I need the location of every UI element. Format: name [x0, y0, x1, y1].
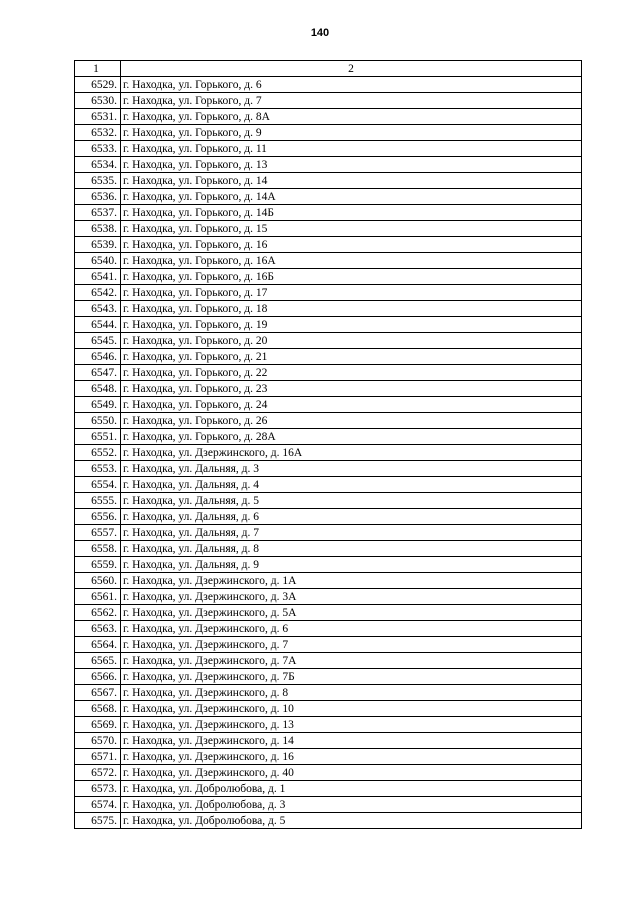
- table-row: [75, 365, 582, 381]
- address-cell: г. Находка, ул. Дзержинского, д. 5А: [121, 605, 582, 621]
- address-cell: г. Находка, ул. Дальняя, д. 7: [121, 525, 582, 541]
- address-cell: г. Находка, ул. Горького, д. 15: [121, 221, 582, 237]
- row-number-cell: 6570.: [75, 733, 121, 749]
- address-cell: г. Находка, ул. Дальняя, д. 8: [121, 541, 582, 557]
- row-number-cell: 6552.: [75, 445, 121, 461]
- address-cell: г. Находка, ул. Дальняя, д. 4: [121, 477, 582, 493]
- row-number-cell: 6546.: [75, 349, 121, 365]
- row-number-cell: 6559.: [75, 557, 121, 573]
- table-row: [75, 477, 582, 493]
- table-row: [75, 125, 582, 141]
- table-row: [75, 493, 582, 509]
- address-cell: г. Находка, ул. Добролюбова, д. 5: [121, 813, 582, 829]
- table-row: [75, 717, 582, 733]
- address-cell: г. Находка, ул. Дзержинского, д. 7А: [121, 653, 582, 669]
- table-row: [75, 525, 582, 541]
- address-cell: г. Находка, ул. Добролюбова, д. 3: [121, 797, 582, 813]
- table-row: [75, 669, 582, 685]
- table-row: [75, 445, 582, 461]
- table-row: [75, 701, 582, 717]
- row-number-cell: 6550.: [75, 413, 121, 429]
- row-number-cell: 6534.: [75, 157, 121, 173]
- address-cell: г. Находка, ул. Дзержинского, д. 7: [121, 637, 582, 653]
- row-number-cell: 6535.: [75, 173, 121, 189]
- row-number-cell: 6529.: [75, 77, 121, 93]
- table-row: [75, 301, 582, 317]
- address-cell: г. Находка, ул. Горького, д. 13: [121, 157, 582, 173]
- table-row: [75, 157, 582, 173]
- address-cell: г. Находка, ул. Горького, д. 17: [121, 285, 582, 301]
- address-cell: г. Находка, ул. Горького, д. 16А: [121, 253, 582, 269]
- row-number-cell: 6541.: [75, 269, 121, 285]
- address-cell: г. Находка, ул. Дальняя, д. 6: [121, 509, 582, 525]
- address-cell: г. Находка, ул. Горького, д. 24: [121, 397, 582, 413]
- row-number-cell: 6551.: [75, 429, 121, 445]
- row-number-cell: 6573.: [75, 781, 121, 797]
- row-number-cell: 6565.: [75, 653, 121, 669]
- address-cell: г. Находка, ул. Горького, д. 21: [121, 349, 582, 365]
- address-cell: г. Находка, ул. Дзержинского, д. 16А: [121, 445, 582, 461]
- row-number-cell: 6539.: [75, 237, 121, 253]
- row-number-cell: 6558.: [75, 541, 121, 557]
- row-number-cell: 6554.: [75, 477, 121, 493]
- table-row: [75, 93, 582, 109]
- address-cell: г. Находка, ул. Горького, д. 14: [121, 173, 582, 189]
- table-header-row: [75, 61, 582, 77]
- address-cell: г. Находка, ул. Дзержинского, д. 16: [121, 749, 582, 765]
- address-cell: г. Находка, ул. Горького, д. 16Б: [121, 269, 582, 285]
- row-number-cell: 6568.: [75, 701, 121, 717]
- row-number-cell: 6537.: [75, 205, 121, 221]
- row-number-cell: 6562.: [75, 605, 121, 621]
- address-cell: г. Находка, ул. Дзержинского, д. 3А: [121, 589, 582, 605]
- table-row: [75, 173, 582, 189]
- row-number-cell: 6544.: [75, 317, 121, 333]
- table-row: [75, 381, 582, 397]
- address-cell: г. Находка, ул. Дзержинского, д. 13: [121, 717, 582, 733]
- address-cell: г. Находка, ул. Горького, д. 22: [121, 365, 582, 381]
- row-number-cell: 6560.: [75, 573, 121, 589]
- table-row: [75, 461, 582, 477]
- address-cell: г. Находка, ул. Добролюбова, д. 1: [121, 781, 582, 797]
- page-number: 140: [310, 27, 330, 39]
- address-cell: г. Находка, ул. Горького, д. 20: [121, 333, 582, 349]
- row-number-cell: 6564.: [75, 637, 121, 653]
- row-number-cell: 6547.: [75, 365, 121, 381]
- table-row: [75, 733, 582, 749]
- table-row: [75, 653, 582, 669]
- row-number-cell: 6548.: [75, 381, 121, 397]
- table-row: [75, 541, 582, 557]
- address-cell: г. Находка, ул. Горького, д. 28А: [121, 429, 582, 445]
- address-cell: г. Находка, ул. Горького, д. 8А: [121, 109, 582, 125]
- table-row: [75, 765, 582, 781]
- row-number-cell: 6540.: [75, 253, 121, 269]
- table-row: [75, 621, 582, 637]
- row-number-cell: 6533.: [75, 141, 121, 157]
- address-cell: г. Находка, ул. Дзержинского, д. 40: [121, 765, 582, 781]
- row-number-cell: 6574.: [75, 797, 121, 813]
- address-cell: г. Находка, ул. Горького, д. 9: [121, 125, 582, 141]
- row-number-cell: 6563.: [75, 621, 121, 637]
- address-cell: г. Находка, ул. Горького, д. 16: [121, 237, 582, 253]
- table-row: [75, 253, 582, 269]
- row-number-cell: 6542.: [75, 285, 121, 301]
- row-number-cell: 6569.: [75, 717, 121, 733]
- table-row: [75, 781, 582, 797]
- table-row: [75, 333, 582, 349]
- table-row: [75, 141, 582, 157]
- table-row: [75, 205, 582, 221]
- row-number-cell: 6545.: [75, 333, 121, 349]
- address-cell: г. Находка, ул. Горького, д. 23: [121, 381, 582, 397]
- address-cell: г. Находка, ул. Горького, д. 6: [121, 77, 582, 93]
- table-row: [75, 269, 582, 285]
- table-row: [75, 109, 582, 125]
- address-cell: г. Находка, ул. Дзержинского, д. 10: [121, 701, 582, 717]
- address-cell: г. Находка, ул. Дальняя, д. 9: [121, 557, 582, 573]
- table-row: [75, 189, 582, 205]
- row-number-cell: 6572.: [75, 765, 121, 781]
- row-number-cell: 6556.: [75, 509, 121, 525]
- address-cell: г. Находка, ул. Дзержинского, д. 8: [121, 685, 582, 701]
- row-number-cell: 6571.: [75, 749, 121, 765]
- row-number-cell: 6553.: [75, 461, 121, 477]
- table-row: [75, 317, 582, 333]
- table-row: [75, 797, 582, 813]
- row-number-cell: 6531.: [75, 109, 121, 125]
- row-number-cell: 6566.: [75, 669, 121, 685]
- row-number-cell: 6555.: [75, 493, 121, 509]
- row-number-cell: 6567.: [75, 685, 121, 701]
- row-number-cell: 6575.: [75, 813, 121, 829]
- table-row: [75, 749, 582, 765]
- address-cell: г. Находка, ул. Дзержинского, д. 7Б: [121, 669, 582, 685]
- address-cell: г. Находка, ул. Горького, д. 26: [121, 413, 582, 429]
- row-number-cell: 6561.: [75, 589, 121, 605]
- address-cell: г. Находка, ул. Горького, д. 18: [121, 301, 582, 317]
- row-number-cell: 6557.: [75, 525, 121, 541]
- table-row: [75, 349, 582, 365]
- address-table: [74, 60, 582, 829]
- table-row: [75, 413, 582, 429]
- row-number-cell: 6532.: [75, 125, 121, 141]
- address-cell: г. Находка, ул. Дзержинского, д. 6: [121, 621, 582, 637]
- row-number-cell: 6543.: [75, 301, 121, 317]
- address-cell: г. Находка, ул. Дзержинского, д. 14: [121, 733, 582, 749]
- table-row: [75, 77, 582, 93]
- column-header-number: 1: [75, 61, 121, 77]
- table-row: [75, 685, 582, 701]
- address-cell: г. Находка, ул. Дальняя, д. 5: [121, 493, 582, 509]
- table-row: [75, 429, 582, 445]
- table-row: [75, 589, 582, 605]
- row-number-cell: 6538.: [75, 221, 121, 237]
- table-row: [75, 605, 582, 621]
- table-row: [75, 509, 582, 525]
- table-row: [75, 221, 582, 237]
- row-number-cell: 6536.: [75, 189, 121, 205]
- table-row: [75, 813, 582, 829]
- table-row: [75, 237, 582, 253]
- table-row: [75, 637, 582, 653]
- address-cell: г. Находка, ул. Горького, д. 7: [121, 93, 582, 109]
- table-body: [75, 77, 582, 829]
- address-cell: г. Находка, ул. Дзержинского, д. 1А: [121, 573, 582, 589]
- row-number-cell: 6530.: [75, 93, 121, 109]
- address-cell: г. Находка, ул. Горького, д. 19: [121, 317, 582, 333]
- address-cell: г. Находка, ул. Горького, д. 14А: [121, 189, 582, 205]
- column-header-address: 2: [121, 61, 582, 77]
- address-cell: г. Находка, ул. Горького, д. 11: [121, 141, 582, 157]
- table-row: [75, 285, 582, 301]
- address-cell: г. Находка, ул. Горького, д. 14Б: [121, 205, 582, 221]
- address-cell: г. Находка, ул. Дальняя, д. 3: [121, 461, 582, 477]
- table-row: [75, 397, 582, 413]
- table-row: [75, 557, 582, 573]
- row-number-cell: 6549.: [75, 397, 121, 413]
- table-row: [75, 573, 582, 589]
